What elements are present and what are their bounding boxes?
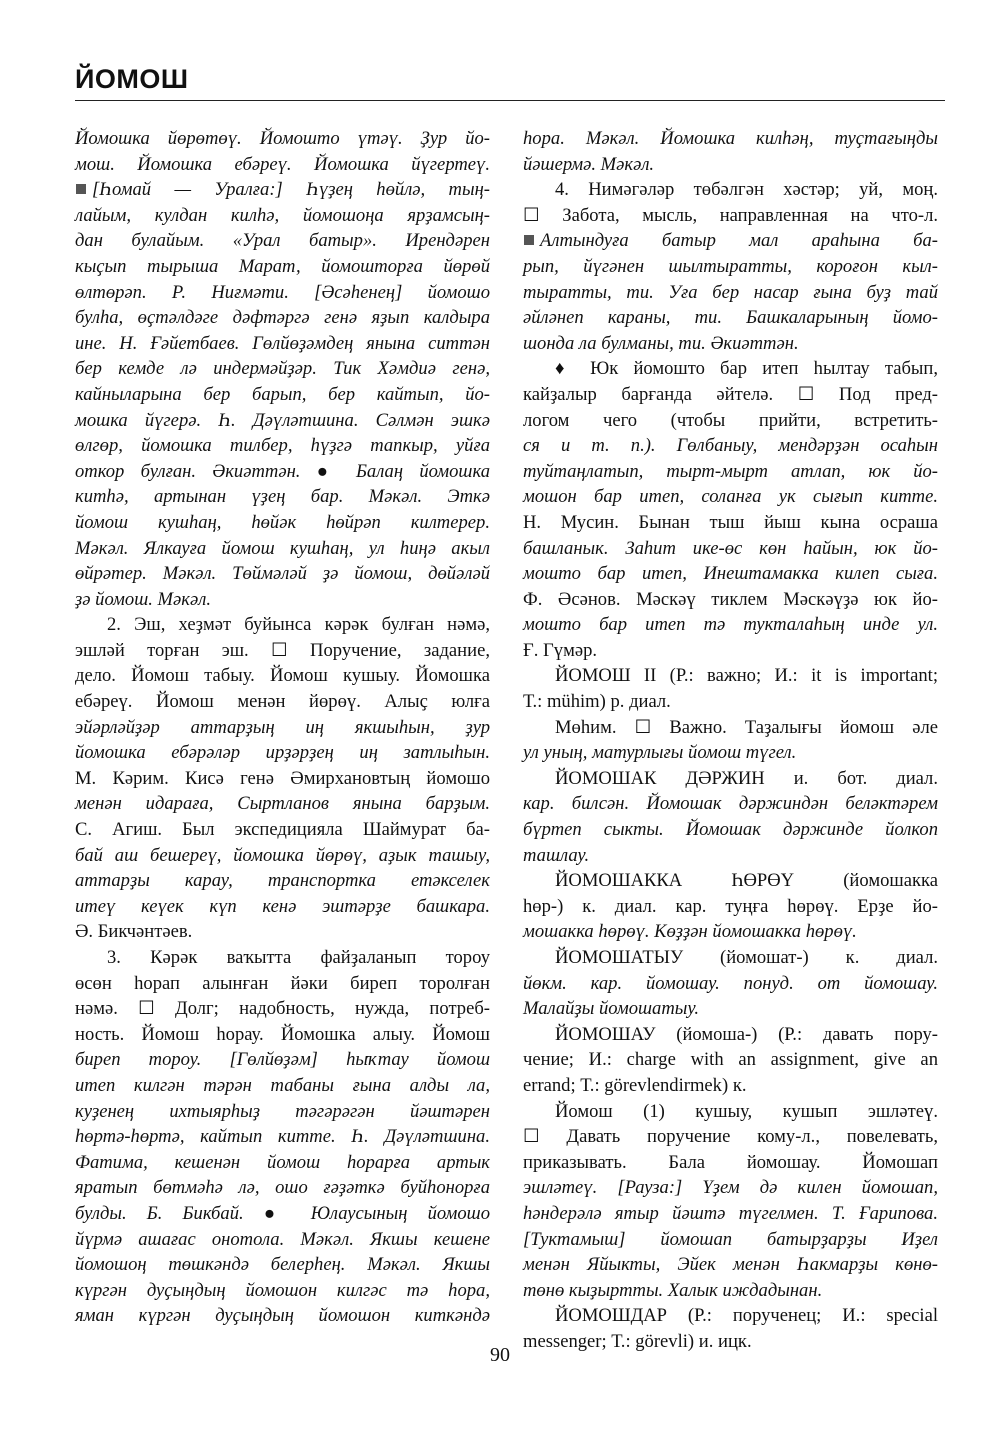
line-text: [Һомай — Уралға:] Һүҙең һөйлә, тың-: [92, 179, 490, 201]
text-line: [75, 536, 490, 562]
line-text: ебәреү. Йомош менән йөрөү. Алыҫ юлға: [75, 691, 490, 713]
line-text: ЙОМОШАККА ҺӨРӨҮ (йомошакка: [555, 870, 938, 892]
text-line: [523, 715, 938, 741]
line-text: мошон бар итеп, соланға ук сығып китте.: [523, 486, 938, 508]
text-line: [523, 1227, 938, 1253]
text-line: [523, 510, 938, 536]
line-text: ҙә йомош. Мәкәл.: [75, 588, 211, 610]
text-line: [523, 536, 938, 562]
text-line: [523, 868, 938, 894]
text-line: [523, 459, 938, 485]
line-text: Мәкәл. Ялкауға йомош кушһаң, ул һиңә акыл: [75, 537, 490, 559]
line-text: нәмә. ☐ Долг; надобность, нужда, потреб-: [75, 998, 490, 1020]
line-text: яман күргән дуҫыңдың йомошон киткәндә: [75, 1305, 490, 1327]
text-line: [75, 254, 490, 280]
line-text: менән идараға, Сыртланов янына барҙым.: [75, 793, 490, 815]
running-header: [75, 62, 945, 101]
line-text: messenger; Т.: görevli) и. ицк.: [523, 1330, 752, 1352]
text-line: [75, 433, 490, 459]
line-text: лайым, кулдан килһә, йомошоңа ярҙамсың-: [75, 204, 490, 226]
text-line: [523, 894, 938, 920]
text-line: [75, 228, 490, 254]
text-line: [75, 177, 490, 203]
text-line: [75, 945, 490, 971]
line-text: өлтөрәп. Р. Ниғмәти. [Әсәһенең] йомошо: [75, 281, 490, 303]
line-text: ЙОМОШАК ДӘРЖИН и. бот. диал.: [555, 767, 938, 789]
line-text: откор булған. Әкиәттән. ● Балаң йомошка: [75, 460, 490, 482]
example-marker-icon: [76, 184, 86, 194]
text-line: [523, 791, 938, 817]
line-text: кыҫып тырыша Марат, йомошторға йөрөй: [75, 255, 490, 277]
text-line: [523, 561, 938, 587]
text-line: [75, 715, 490, 741]
line-text: кайҙалыр барғанда әйтелә. ☐ Под пред-: [523, 383, 938, 405]
example-marker-icon: [524, 235, 534, 245]
line-text: 4. Нимәгәләр төбәлгән хәстәр; уй, моң.: [555, 179, 938, 201]
text-line: [75, 152, 490, 178]
line-text: [Туктамыш] йомошап батырҙарҙы Иҙел: [523, 1228, 938, 1250]
line-text: күргән дуҫыңдың йомошон килгәс тә һора,: [75, 1279, 490, 1301]
text-line: [523, 638, 938, 664]
right-column: [523, 126, 938, 1355]
line-text: мош. Йомошка ебәреү. Йомошка йүгертеү.: [75, 153, 490, 175]
text-line: [523, 280, 938, 306]
line-text: Йомош (1) кушыу, кушып эшләтеү.: [555, 1100, 938, 1122]
line-text: куҙенең ихтыярһыҙ тәгәрәгән йәштәрен: [75, 1100, 490, 1122]
line-text: ЙОМОШАТЫУ (йомошат-) к. диал.: [555, 947, 938, 968]
line-text: йомошка ебәрәләр ирҙәрҙең иң затлыһын.: [75, 742, 490, 764]
line-text: өйрәтер. Мәкәл. Төймәләй ҙә йомош, дөйәләй: [75, 563, 490, 585]
text-line: [523, 305, 938, 331]
text-line: [75, 408, 490, 434]
line-text: Малайҙы йомошатыу.: [523, 998, 700, 1020]
line-text: мошка йүгерә. Һ. Дәүләтшина. Сәлмән эшкә: [75, 409, 490, 431]
text-line: [75, 305, 490, 331]
line-text: әйләнеп караны, ти. Башкаларының йомо-: [523, 307, 938, 329]
text-line: [75, 663, 490, 689]
line-text: өлгөр, йомошка тилбер, һүҙгә тапкыр, уйға: [75, 435, 490, 457]
text-line: [523, 1073, 938, 1099]
text-line: [75, 203, 490, 229]
line-text: ☐ Давать поручение кому-л., повелевать,: [523, 1126, 938, 1148]
text-line: [75, 919, 490, 945]
line-text: өсөн һорап алынған йәки биреп торолған: [75, 972, 490, 994]
text-line: [523, 1124, 938, 1150]
text-line: [523, 1201, 938, 1227]
text-line: [75, 894, 490, 920]
line-text: приказывать. Бала йомошау. Йомошап: [523, 1151, 938, 1173]
line-text: итеү кеүек күп кенә эштәрҙе башкара.: [75, 895, 490, 917]
line-text: Н. Мусин. Бынан тыш йыш кына осраша: [523, 511, 938, 533]
text-line: [523, 817, 938, 843]
text-line: [75, 382, 490, 408]
line-text: мошакка һөрөү. Көҙҙән йомошакка һөрөү.: [523, 921, 857, 943]
line-text: 2. Эш, хеҙмәт буйынса кәрәк булған нәмә,: [107, 614, 490, 636]
line-text: булды. Б. Бикбай. ● Юлаусының йомошо: [75, 1202, 490, 1224]
line-text: С. Агиш. Был экспедицияла Шаймурат ба-: [75, 819, 490, 841]
line-text: мошто бар итеп тә тукталаһың инде ул.: [523, 614, 938, 636]
line-text: менән Яйыкты, Эйек менән Һакмарҙы көнө-: [523, 1254, 938, 1276]
text-line: [75, 868, 490, 894]
text-line: [523, 1099, 938, 1125]
text-line: [523, 689, 938, 715]
line-text: дело. Йомош табыу. Йомош кушыу. Йомошка: [75, 665, 490, 687]
line-text: ине. Н. Ғәйетбаев. Гөлйөҙәмдең янына ситтән: [75, 332, 490, 354]
line-text: шонда ла булманы, ти. Әкиәттән.: [523, 332, 799, 354]
line-text: эйәрләйҙәр аттарҙың иң якшыһын, ҙур: [75, 716, 490, 738]
line-text: Т.: mühim) р. диал.: [523, 691, 671, 713]
line-text: кайныларына бер барып, бер кайтып, йо-: [75, 383, 490, 405]
text-line: [75, 1278, 490, 1304]
line-text: мошто бар итеп, Инештамакка килеп сыға.: [523, 563, 938, 585]
line-text: аттарҙы карау, транспортка етәкселек: [75, 870, 490, 892]
text-line: [75, 1252, 490, 1278]
text-line: [523, 1150, 938, 1176]
text-line: [523, 203, 938, 229]
text-line: [523, 331, 938, 357]
line-text: ность. Йомош һорау. Йомошка алыу. Йомош: [75, 1023, 490, 1045]
line-text: йомошоң төшкәндә белерһең. Мәкәл. Якшы: [75, 1254, 490, 1276]
line-text: Фатима, кешенән йомош һорарға артык: [75, 1151, 490, 1173]
line-text: ЙОМОШАУ (йомоша-) (Р.: давать пору-: [555, 1023, 938, 1045]
line-text: рып, йүгәнен шылтыратты, короғон кыл-: [523, 255, 938, 277]
line-text: бай аш бешереү, йомошка йөрөү, аҙык ташыу,: [75, 844, 490, 866]
line-text: Ә. Бикчәнтәев.: [75, 921, 193, 943]
text-line: [75, 612, 490, 638]
line-text: башланык. Заһит ике-өс көн һайын, юк йо-: [523, 537, 938, 559]
line-text: кар. билсән. Йомошак дәржиндән беләктәрем: [523, 793, 938, 815]
page-number: 90: [490, 1344, 510, 1366]
line-text: ☐ Забота, мысль, направленная на что-л.: [523, 204, 938, 226]
line-text: логом чего (чтобы прийти, встретить-: [523, 409, 938, 431]
text-line: [75, 1227, 490, 1253]
text-line: [523, 996, 938, 1022]
text-line: [523, 126, 938, 152]
line-text: 3. Кәрәк ваҡытта файҙаланып тороу: [107, 947, 490, 968]
text-line: [523, 382, 938, 408]
text-line: [523, 843, 938, 869]
text-line: [523, 433, 938, 459]
line-text: биреп тороу. [Гөлйөҙәм] һыҡтау йомош: [75, 1049, 490, 1071]
text-line: [75, 1022, 490, 1048]
line-text: Мөһим. ☐ Важно. Таҙалығы йомош әле: [555, 716, 938, 738]
line-text: бер кемде лә индермәйҙәр. Тик Хәмдиә генә,: [75, 358, 490, 380]
text-line: [523, 612, 938, 638]
text-line: [75, 996, 490, 1022]
line-text: һөр-) к. диал. кар. туңға һөрөү. Ерҙе йо-: [523, 895, 938, 917]
text-line: [523, 1303, 938, 1329]
line-text: дан булайым. «Урал батыр». Ирендәрен: [75, 230, 490, 252]
text-line: [523, 1175, 938, 1201]
text-line: [523, 228, 938, 254]
text-line: [523, 1252, 938, 1278]
text-line: [75, 587, 490, 613]
text-line: [75, 484, 490, 510]
text-line: [523, 1022, 938, 1048]
line-text: ЙОМОШ II (Р.: важно; И.: it is important;: [555, 665, 938, 687]
text-line: [75, 1047, 490, 1073]
line-text: бүртеп сыкты. Йомошак дәржинде йолкоп: [523, 819, 938, 841]
line-text: Ғ. Гүмәр.: [523, 639, 598, 661]
text-line: [75, 1150, 490, 1176]
line-text: errand; Т.: görevlendirmek) к.: [523, 1074, 747, 1096]
text-line: [75, 1201, 490, 1227]
line-text: чение; И.: charge with an assignment, give an: [523, 1049, 938, 1071]
text-line: [523, 766, 938, 792]
line-text: йәшермә. Мәкәл.: [523, 153, 655, 175]
text-line: [523, 663, 938, 689]
line-text: туйтаңлатып, тырт-мырт атлап, юк йо-: [523, 460, 938, 482]
text-line: [523, 356, 938, 382]
line-text: булһа, өҫтәлдәге дәфтәргә генә яҙып калдыра: [75, 307, 490, 329]
line-text: һәндерәлә ятыр йәштә түгелмен. Т. Ғарипова.: [523, 1202, 938, 1224]
text-line: [75, 766, 490, 792]
text-line: [75, 280, 490, 306]
text-line: [523, 408, 938, 434]
line-text: М. Кәрим. Кисә генә Әмирхановтың йомошо: [75, 767, 490, 789]
line-text: яратып бөтмәһә лә, ошо ғәҙәткә буйһонорға: [75, 1177, 490, 1199]
line-text: ташлау.: [523, 844, 590, 866]
text-line: [75, 1099, 490, 1125]
text-line: [523, 254, 938, 280]
line-text: йөкм. кар. йомошау. понуд. от йомошау.: [523, 972, 938, 994]
text-line: [75, 817, 490, 843]
text-line: [75, 561, 490, 587]
line-text: ул уның, матурлығы йомош түгел.: [523, 742, 797, 764]
text-line: [523, 919, 938, 945]
text-line: [523, 1047, 938, 1073]
text-line: [523, 177, 938, 203]
line-text: һора. Мәкәл. Йомошка килһәң, туҫтағыңды: [523, 128, 938, 149]
line-text: эшләтеү. [Рауза:] Үҙем дә килен йомошап,: [523, 1177, 938, 1199]
text-line: [523, 152, 938, 178]
text-line: [523, 945, 938, 971]
text-line: [75, 1303, 490, 1329]
line-text: ся и т. п.). Гөлбаныу, мендәрҙән осаһын: [523, 435, 938, 457]
text-line: [75, 740, 490, 766]
text-line: [75, 356, 490, 382]
text-line: [523, 971, 938, 997]
text-line: [75, 843, 490, 869]
line-text: Ф. Әсәнов. Мәскәү тиклем Мәскәүҙә юк йо-: [523, 588, 938, 610]
line-text: төнө кыҙыртты. Халык иждадынан.: [523, 1279, 823, 1301]
text-line: [75, 126, 490, 152]
text-line: [75, 1073, 490, 1099]
text-line: [75, 459, 490, 485]
text-line: [75, 510, 490, 536]
line-text: китһә, артынан үҙең бар. Мәкәл. Эткә: [75, 486, 490, 508]
left-column: [75, 126, 490, 1329]
line-text: тыратты, ти. Уға бер насар ғына буҙ тай: [523, 281, 938, 303]
line-text: Алтындуға батыр мал араһына ба-: [540, 230, 938, 252]
text-line: [523, 1278, 938, 1304]
line-text: һөртә-һөртә, кайтып китте. Һ. Дәүләтшина.: [75, 1126, 490, 1148]
header-title: ЙОМОШ: [75, 64, 189, 94]
line-text: ♦ Юк йомошто бар итеп һылтау табып,: [555, 358, 938, 380]
text-line: [523, 587, 938, 613]
text-line: [75, 331, 490, 357]
text-line: [75, 638, 490, 664]
text-line: [75, 689, 490, 715]
line-text: Йомошка йөрөтөү. Йомошто үтәү. Ҙур йо-: [75, 128, 490, 149]
line-text: ЙОМОШДАР (Р.: порученец; И.: special: [555, 1305, 938, 1327]
text-line: [523, 740, 938, 766]
text-line: [75, 971, 490, 997]
text-line: [523, 484, 938, 510]
line-text: йомош кушһаң, һөйәк һөйрәп килтерер.: [75, 511, 490, 533]
line-text: итеп килгән тәрән табаны ғына алды ла,: [75, 1074, 490, 1096]
line-text: йүрмә ашағас онотола. Мәкәл. Якшы кешене: [75, 1228, 490, 1250]
text-line: [75, 1124, 490, 1150]
text-line: [75, 791, 490, 817]
line-text: эшләй торған эш. ☐ Поручение, задание,: [75, 639, 490, 661]
text-line: [75, 1175, 490, 1201]
